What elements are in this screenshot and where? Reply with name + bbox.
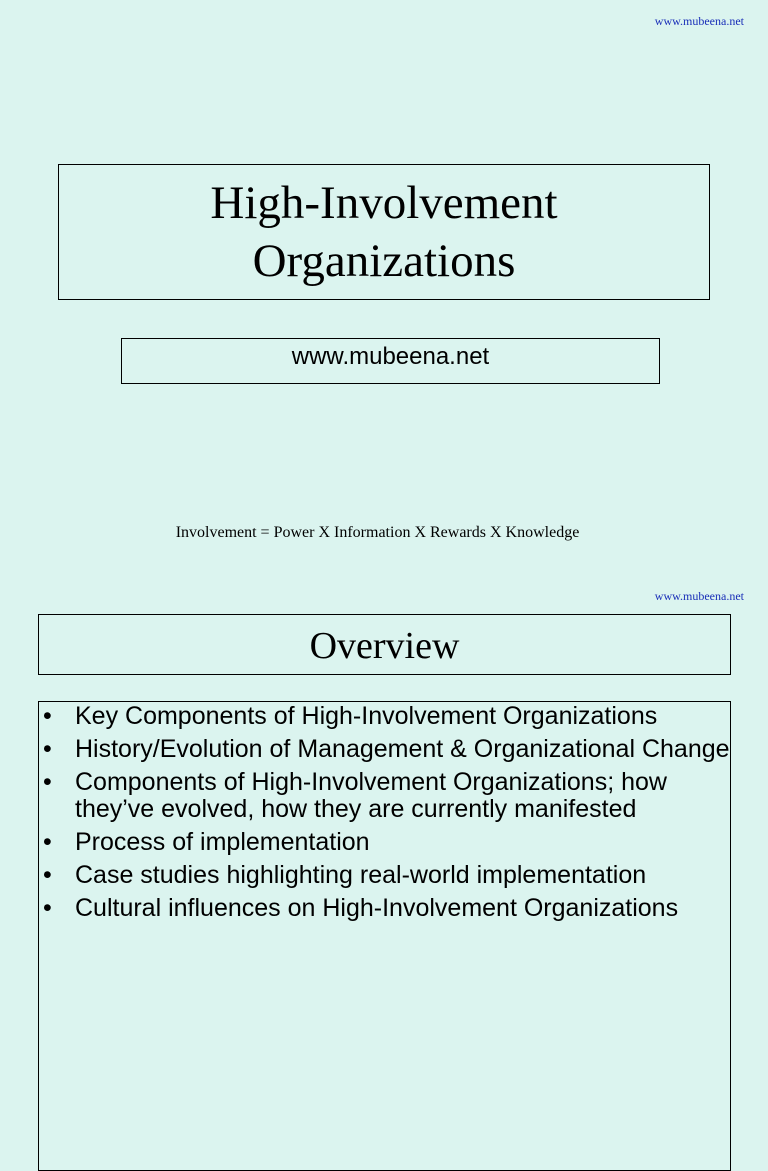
bullet-text: Cultural influences on High-Involvement Organizations xyxy=(75,894,679,922)
header-site-link[interactable]: www.mubeena.net xyxy=(654,14,744,28)
title-slide xyxy=(0,0,768,576)
bullet-icon: • xyxy=(43,768,52,796)
bullet-item xyxy=(39,862,730,889)
overview-slide xyxy=(0,576,768,1152)
involvement-formula: Involvement = Power X Information X Rewards X Knowledge xyxy=(175,524,580,541)
bullet-text: Key Components of High-Involvement Organizations xyxy=(75,702,658,730)
bullet-icon: • xyxy=(43,702,52,730)
bullet-text: Case studies highlighting real-world implementation xyxy=(75,861,647,889)
bullet-icon: • xyxy=(43,828,52,856)
bullet-text: History/Evolution of Management & Organizational Change xyxy=(75,735,730,763)
slide-title-text: High-Involvement Organizations xyxy=(210,177,558,287)
bullet-item xyxy=(39,703,730,730)
overview-content xyxy=(38,701,731,1171)
bullet-item xyxy=(39,736,730,763)
bullet-item xyxy=(39,829,730,856)
bullet-text: Process of implementation xyxy=(75,828,370,856)
bullet-icon: • xyxy=(43,861,52,889)
bullet-text: Components of High-Involvement Organizations; how they’ve evolved, how they are currently manifested xyxy=(75,768,667,823)
header-site-link[interactable]: www.mubeena.net xyxy=(654,589,744,603)
overview-heading: Overview xyxy=(38,614,731,675)
bullet-item xyxy=(39,769,730,823)
bullet-icon: • xyxy=(43,894,52,922)
slide-title xyxy=(58,164,710,300)
bullet-item xyxy=(39,895,730,922)
slide-subtitle: www.mubeena.net xyxy=(121,338,660,384)
bullet-icon: • xyxy=(43,735,52,763)
bullet-list xyxy=(39,703,730,922)
